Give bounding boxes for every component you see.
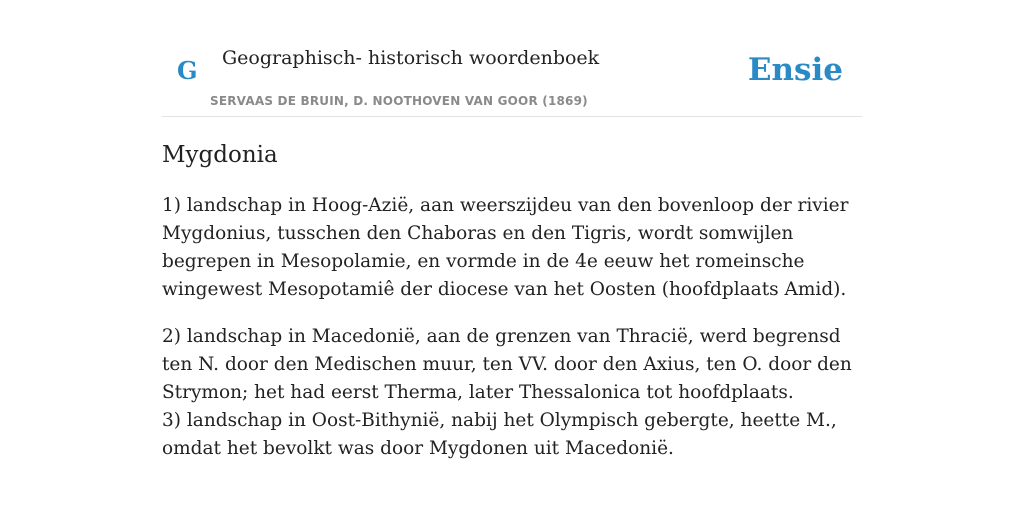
ensie-logo[interactable]: Ensie	[747, 52, 843, 88]
dictionary-title[interactable]: Geographisch- historisch woordenboek	[222, 47, 600, 69]
entry-paragraph	[162, 323, 866, 463]
dictionary-logo-icon[interactable]: G	[177, 56, 198, 85]
definition-3: 3) landschap in Oost-Bithynië, nabij het Olympisch gebergte, heette M., omdat het bevolkt was door Mygdonen uit Macedonië.	[162, 410, 837, 459]
dictionary-authors: SERVAAS DE BRUIN, D. NOOTHOVEN VAN GOOR (1869)	[210, 94, 588, 108]
entry-paragraph	[162, 192, 866, 304]
dictionary-header	[162, 40, 862, 117]
definition-2: 2) landschap in Macedonië, aan de grenzen van Thracië, werd begrensd ten N. door den Medischen muur, ten VV. door den Axius, ten O. door den Strymon; het had eerst Therma, later Thessalonica tot hoofdplaats.	[162, 326, 852, 403]
definition-1: 1) landschap in Hoog-Azië, aan weerszijdeu van den bovenloop der rivier Mygdonius, tusschen den Chaboras en den Tigris, wordt somwijlen begrepen in Mesopolamie, en vormde in de 4e eeuw het romeinsche wingewest Mesopotamiê der diocese van het Oosten (hoofdplaats Amid).	[162, 195, 849, 300]
entry-title: Mygdonia	[162, 142, 278, 168]
entry-body	[162, 192, 866, 482]
